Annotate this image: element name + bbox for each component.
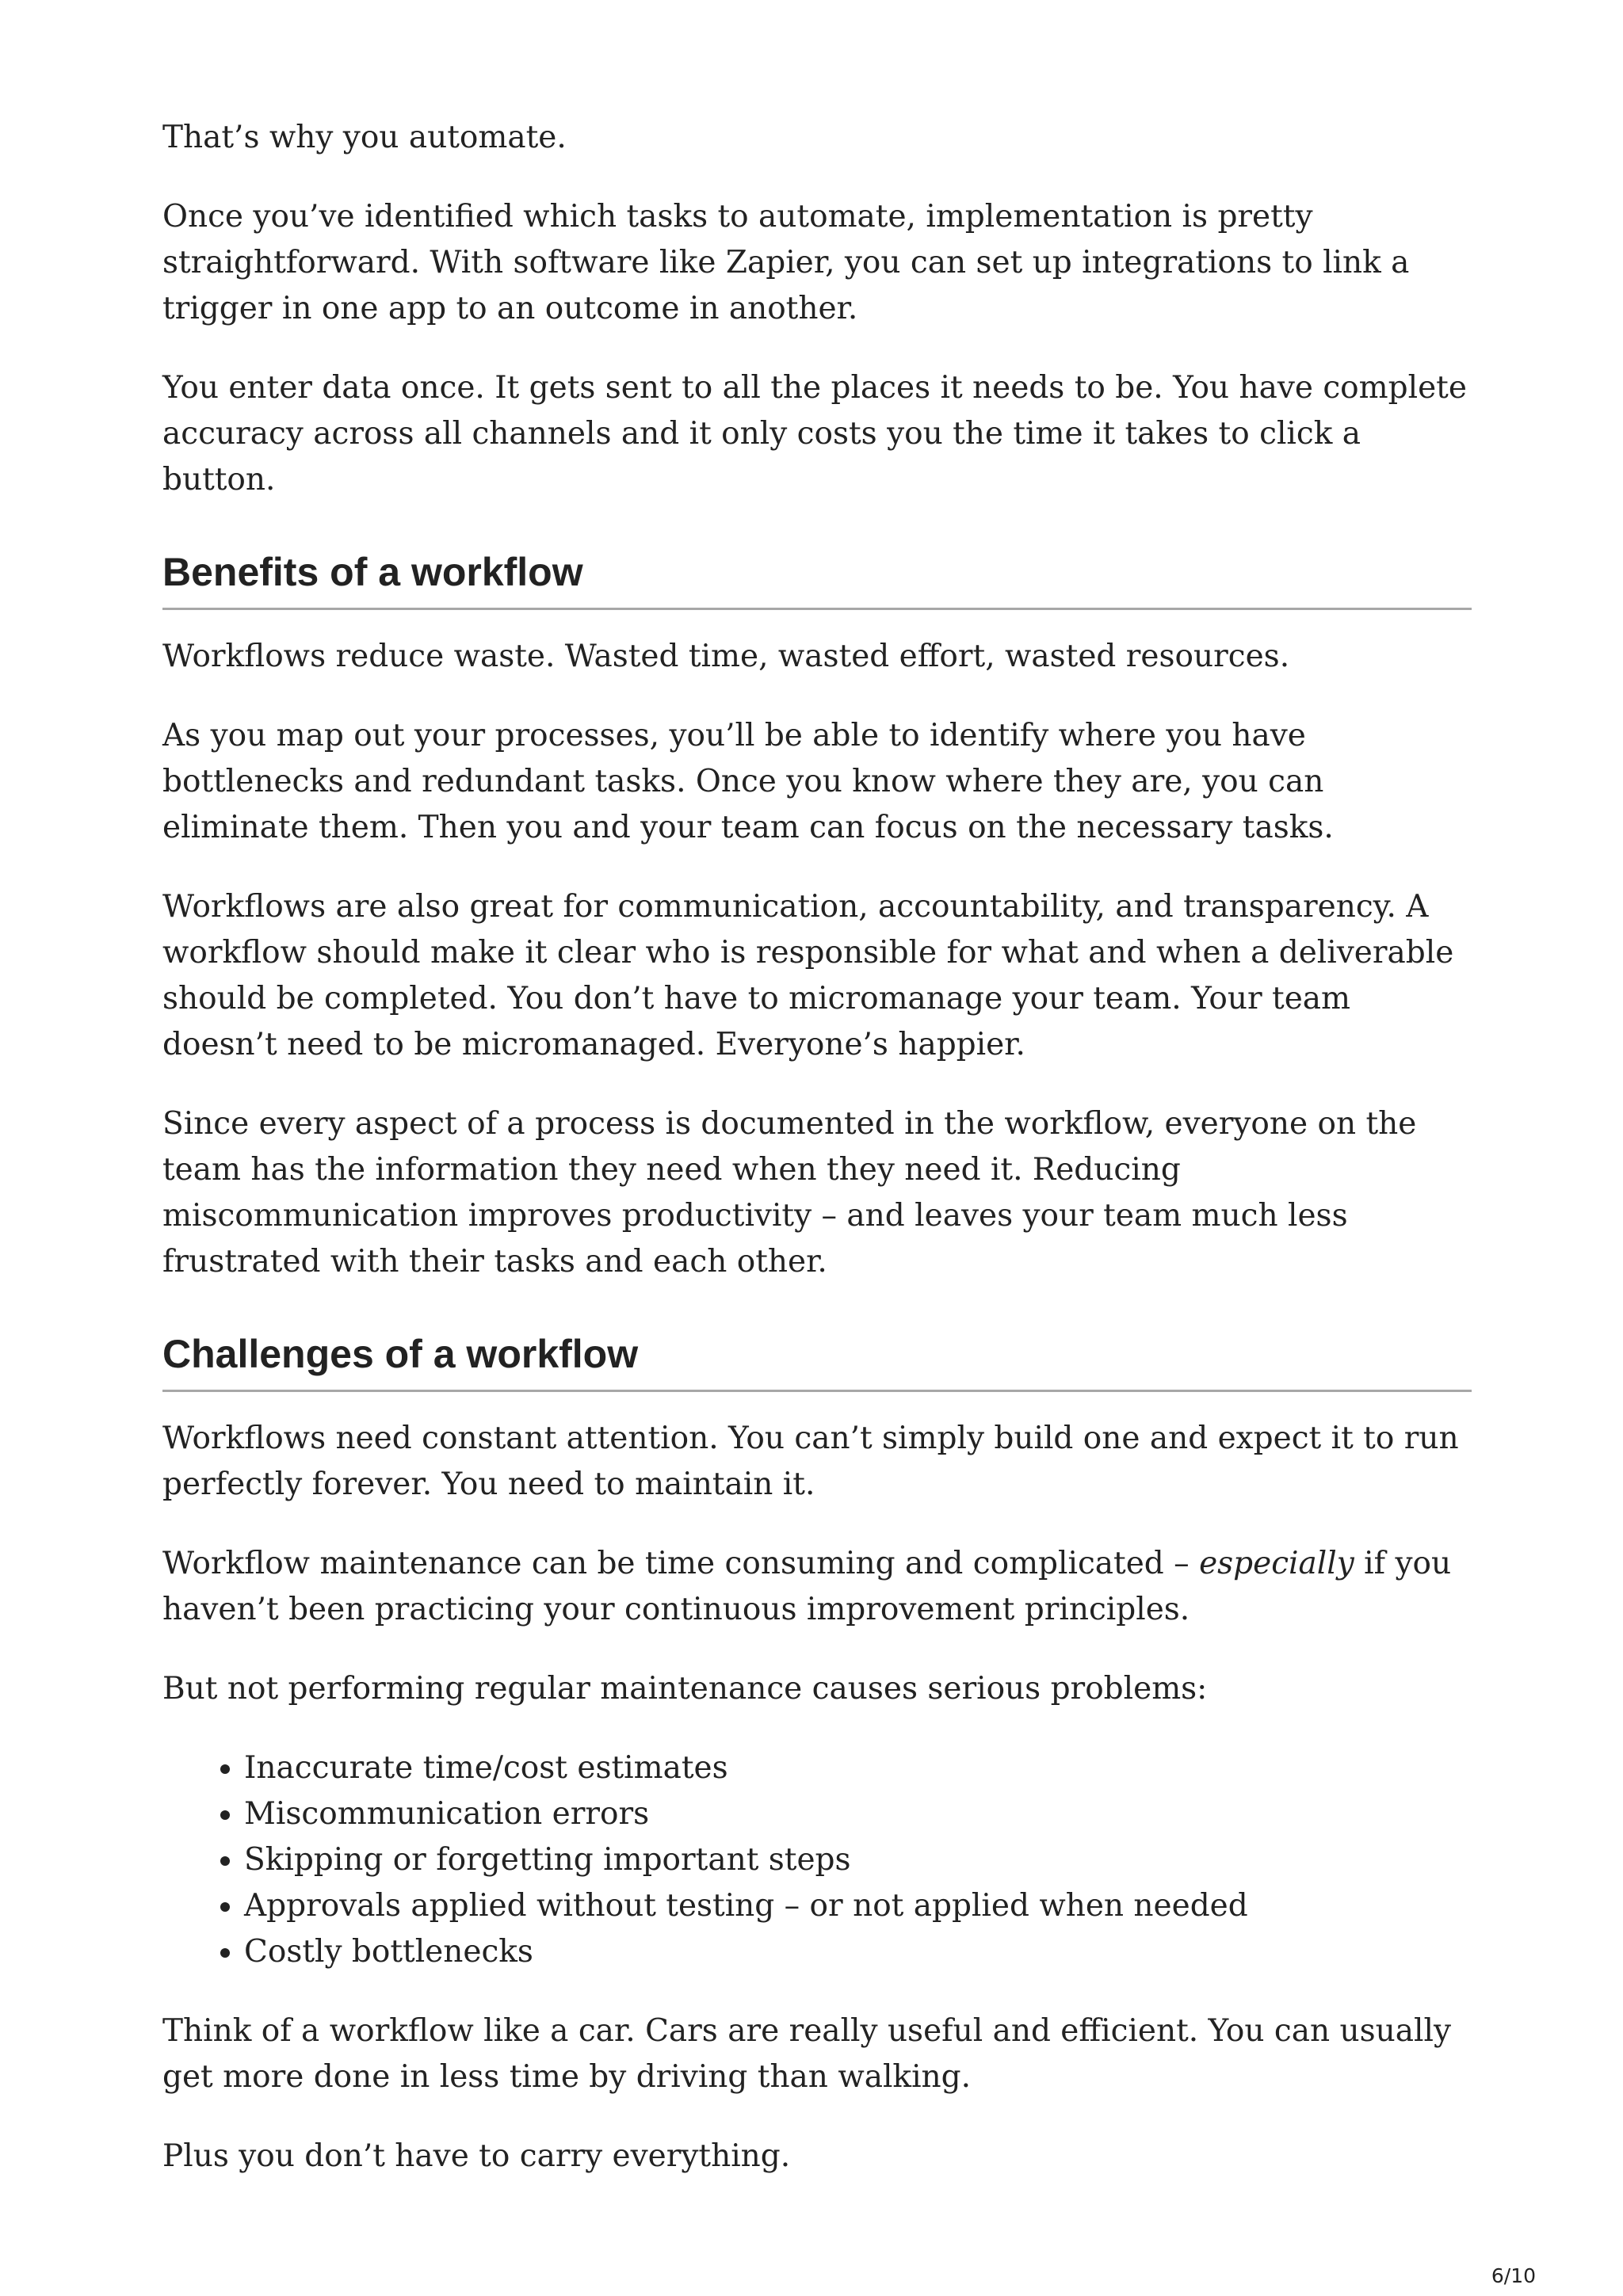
challenges-heading: Challenges of a workflow xyxy=(162,1329,1472,1392)
emphasis-especially: especially xyxy=(1199,1546,1354,1581)
list-item: • Inaccurate time/cost estimates xyxy=(244,1745,1472,1791)
list-item: • Miscommunication errors xyxy=(244,1791,1472,1837)
benefits-paragraph-4: Since every aspect of a process is documented in the workflow, everyone on the team has the information they need when they need it. Reducing miscommunication improves productivity – and leaves your team much less frustrated with their tasks and each other. xyxy=(162,1106,1417,1280)
challenges-paragraph-5: Plus you don’t have to carry everything. xyxy=(162,2138,791,2174)
list-item: • Approvals applied without testing – or not applied when needed xyxy=(244,1883,1472,1929)
list-item: • Costly bottlenecks xyxy=(244,1929,1472,1975)
challenges-paragraph-2-start: Workflow maintenance can be time consuming and complicated – xyxy=(162,1546,1200,1581)
list-item: • Skipping or forgetting important steps xyxy=(244,1837,1472,1883)
challenges-paragraph-2 xyxy=(162,1541,1472,1633)
challenges-paragraph-3: But not performing regular maintenance causes serious problems: xyxy=(162,1671,1208,1707)
challenges-paragraph-2-end: if you haven’t been practicing your continuous improvement principles. xyxy=(162,1546,1452,1627)
benefits-paragraph-2: As you map out your processes, you’ll be able to identify where you have bottlenecks and redundant tasks. Once you know where they are, you can eliminate them. Then you and your team can focus on the necessary tasks. xyxy=(162,718,1334,845)
benefits-paragraph-1: Workflows reduce waste. Wasted time, wasted effort, wasted resources. xyxy=(162,639,1290,674)
benefits-paragraph-3: Workflows are also great for communication, accountability, and transparency. A workflow should make it clear who is responsible for what and when a deliverable should be completed. You don’t have to micromanage your team. Your team doesn’t need to be micromanaged. Everyone’s happier. xyxy=(162,889,1454,1062)
document-page xyxy=(162,115,1472,2213)
page-number: 6/10 xyxy=(1491,2264,1536,2287)
intro-paragraph-1: That’s why you automate. xyxy=(162,120,567,155)
challenges-paragraph-1: Workflows need constant attention. You can’t simply build one and expect it to run perfectly forever. You need to maintain it. xyxy=(162,1421,1459,1502)
benefits-heading: Benefits of a workflow xyxy=(162,547,1472,610)
challenges-paragraph-4: Think of a workflow like a car. Cars are really useful and efficient. You can usually get more done in less time by driving than walking. xyxy=(162,2013,1451,2095)
problems-list xyxy=(162,1745,1472,1975)
intro-paragraph-2: Once you’ve identified which tasks to automate, implementation is pretty straightforward. With software like Zapier, you can set up integrations to link a trigger in one app to an outcome in another. xyxy=(162,199,1410,326)
intro-paragraph-3: You enter data once. It gets sent to all the places it needs to be. You have complete accuracy across all channels and it only costs you the time it takes to click a button. xyxy=(162,370,1467,498)
